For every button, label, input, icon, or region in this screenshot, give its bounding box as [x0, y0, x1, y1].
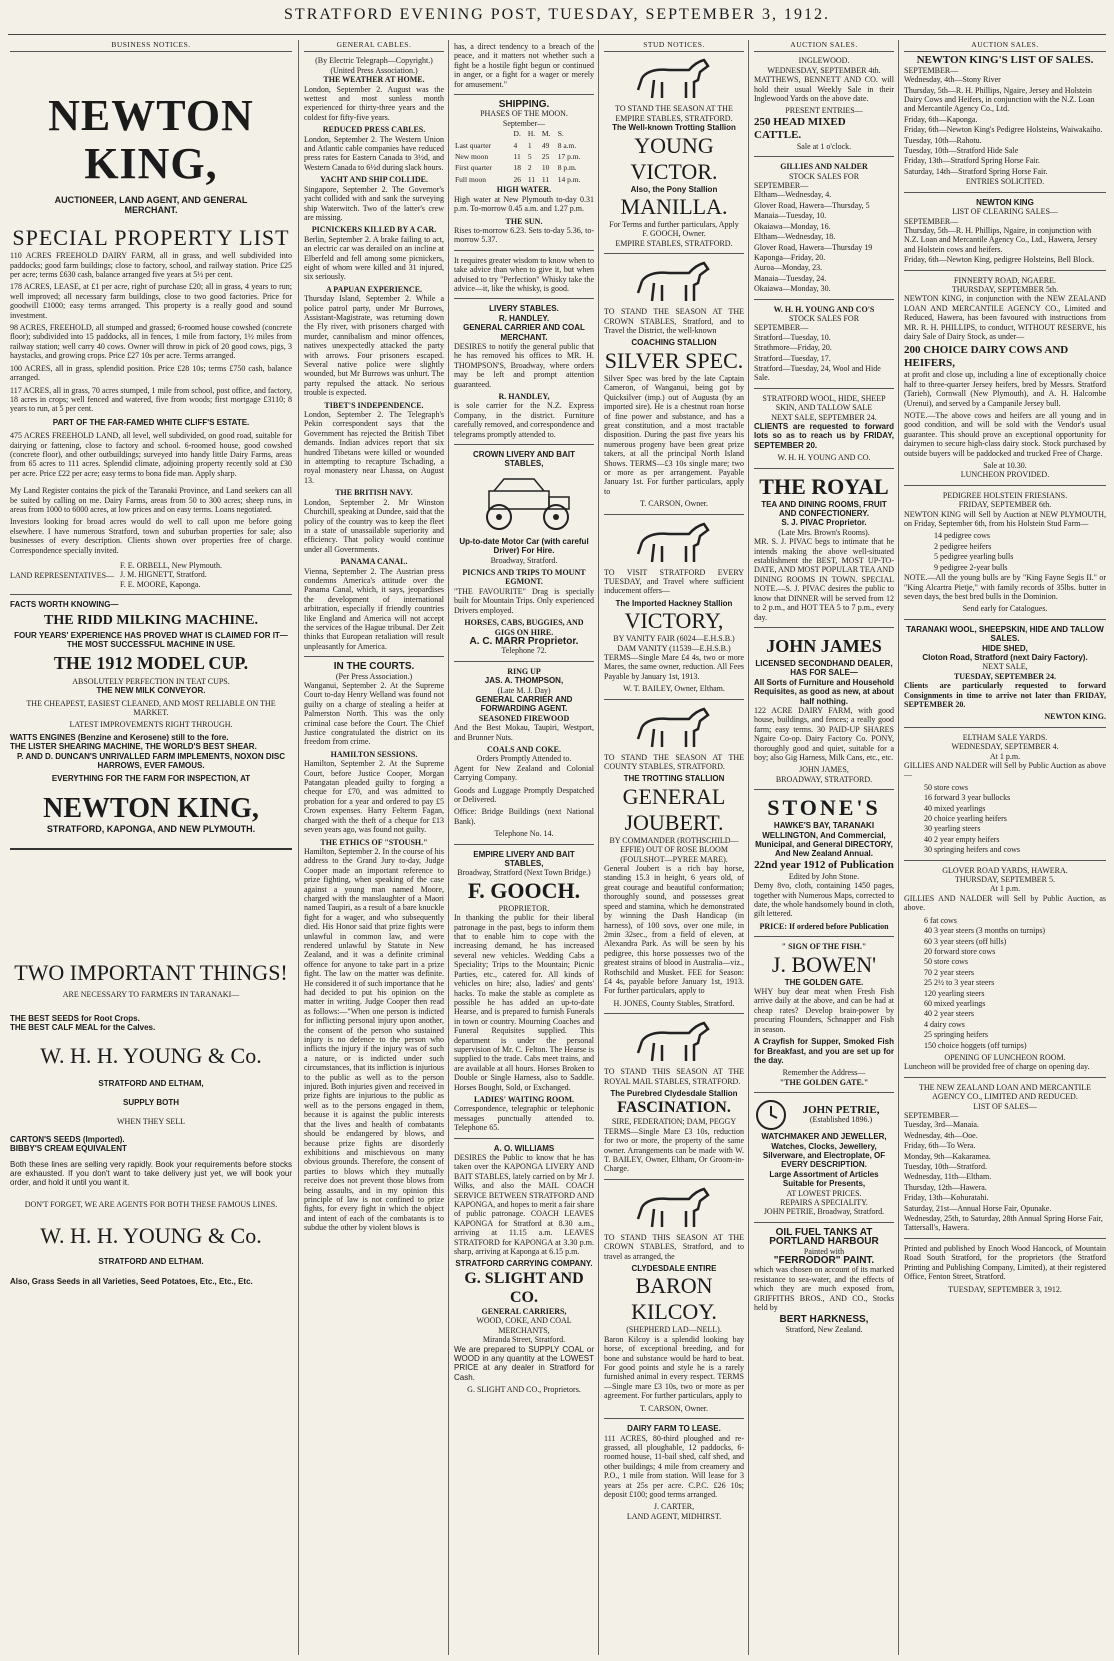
news-headline: TIBET'S INDEPENDENCE. — [324, 400, 424, 410]
list-item: 70 2 year steers — [924, 967, 974, 977]
column-divider — [448, 40, 449, 1655]
property-list-title: SPECIAL PROPERTY LIST — [12, 225, 290, 251]
towns-line: STRATFORD, KAPONGA, AND NEW PLYMOUTH. — [46, 823, 256, 834]
column-business-notices — [10, 40, 292, 1655]
column-auction-sales-2: AUCTION SALES. NEWTON KING'S LIST OF SALES. SEPTEMBER— Wednesday, 4th—Stony River Thursday, 5th—R. H. Phillips, Ngaire, Jersey and Holstein Dairy Cows and Heifers, in conjunction with the N.Z. Loan and Mercantile Agency Co., Ltd. Friday, 6th—Kaponga. Friday, 6th—Newton King's Pedigree Holsteins, Waiwakaiho. Tuesday, 10th—Rahotu. Tuesday, 10th—Stratford Hide Sale Friday, 13th—Stratford Spring Horse Fair. Saturday, 14th—Stratford Spring Horse Fair. ENTRIES SOLICITED. NEWTON KING LIST OF CLEARING SALES— SEPTEMBER— Thursday, 5th—R. H. Phillips, Ngaire, in conjunction with N.Z. Loan and Mercantile Agency Co., Ltd., Hawera, Jersey and Holstein cows and heifers. Friday, 6th—Newton King, pedigree Holsteins, Bell Block. FINNERTY ROAD, NGAERE. THURSDAY, SEPTEMBER 5th. NEWTON KING, in conjunction with the NEW ZEALAND LOAN AND MERCANTILE AGENCY CO., Limited and Reduced, Hawera, has been favoured with instructions from MR. R. H. PHILLIPS, to conduct, WITHOUT RESERVE, his dairy Sale of Dairy Stock, as under— 200 CHOICE DAIRY COWS AND HEIFERS, at profit and close up, including a line of exceptionally choice half to three-quarter Jersey heifers, bred by Messrs. Stratford (Tarieh), Cornwall (New Plymouth), and A. H. Halcombe (Urenui), and served by a Campanile Jersey bull. NOTE.—The above cows and heifers are all young and in good condition, and will be sold with the Vendor's usual guarantee. This should prove an exceptional opportunity for dairymen to secure high-class dairy stock. Stock purchased by outside buyers will be paddocked and trucked Free of Charge. Sale at 10.30. LUNCHEON PROVIDED. PEDIGREE HOLSTEIN FRIESIANS. FRIDAY, SEPTEMBER 6th. NEWTON KING will Sell by Auction at NEW PLYMOUTH, on Friday, September 6th, from his Holstein Stud Farm— 14 pedigree cows 2 pedigree heifers 5 pedigree yearling bulls 9 pedigree 2-year bulls NOTE.—All the young bulls are by "King Fayne Segis II." or "King Alcartra Pietje," with family records of 35lbs. butter in seven days, the best bred bulls in the Dominion. Send early for Catalogues. TARANAKI WOOL, SHEEPSKIN, HIDE AND TALLOW SALES. HIDE SHED, Cloton Road, Stratford (next Dairy Factory). NEXT SALE, TUESDAY, SEPTEMBER 24. Clients are particularly requested to forward Consignments in time to arrive not later than FRIDAY, SEPTEMBER 20. NEWTON KING. ELTHAM SALE YARDS. WEDNESDAY, SEPTEMBER 4. At 1 p.m. GILLIES AND NALDER will Sell by Public Auction as above— 50 store cows 16 forward 3 year bullocks 40 mixed yearlings 20 choice yearling heifers 30 yearling steers 40 2 year empty heifers 30 springing heifers and cows GLOVER ROAD YARDS, HAWERA. THURSDAY, SEPTEMBER 5. At 1 p.m. GILLIES AND NALDER will Sell by Public Auction, as above. 6 fat cows 40 3 year steers (3 months on turnips) 60 3 year steers (off hills) 20 forward store cows 50 store cows 70 2 year steers 25 2½ to 3 year steers 120 yearling steers 60 mixed yearlings 40 2 year steers 4 dairy cows 25 springing heifers 150 choice hoggets (off turnips) OPENING OF LUNCHEON ROOM. Luncheon will be provided free of charge on opening day. THE NEW ZEALAND LOAN AND MERCANTILE AGENCY CO., LIMITED AND REDUCED. LIST OF SALES— SEPTEMBER— Tuesday, 3rd—Manaia. Wednesday, 4th—Ooe. Friday, 6th—To Wera. Monday, 9th—Kakaramea. Tuesday, 10th—Stratford. Wednesday, 11th—Eltham. Thursday, 12th—Hawera. Friday, 13th—Kohuratahi. Saturday, 21st—Annual Horse Fair, Opunake. Wednesday, 25th, to Saturday, 28th Annual Spring Horse Fair, Tattersall's, Hawera. Printed and published by Enoch Wood Hancock, of Mountain Road South Stratford, for the proprietors (the Stratford Printing and Publishing Company, Limited), at their registered Office, Fenton Street, Stratford. TUESDAY, SEPTEMBER 3, 1912. — [904, 40, 1106, 1294]
list-item: Tuesday, 10th—Stratford Hide Sale — [904, 146, 1019, 156]
estate-heading: PART OF THE FAR-FAMED WHITE CLIFF'S ESTATE. — [52, 417, 250, 427]
news-headline: THE WEATHER AT HOME. — [323, 75, 425, 85]
list-item: 40 mixed yearlings — [924, 803, 986, 813]
facts-heading: FACTS WORTH KNOWING— — [10, 600, 119, 610]
masthead: STRATFORD EVENING POST, TUESDAY, SEPTEMBER 3, 1912. — [284, 6, 830, 23]
young-heading-2: W. H. H. YOUNG & Co. — [40, 1223, 262, 1249]
list-item: Manaia—Tuesday, 10. — [754, 211, 827, 221]
four-years: FOUR YEARS' EXPERIENCE HAS PROVED WHAT IS CLAIMED FOR IT—THE MOST SUCCESSFUL MACHINE IN USE. — [14, 631, 288, 650]
column-header: STUD NOTICES. — [604, 40, 744, 52]
column-header: AUCTION SALES. — [754, 40, 894, 52]
stratford-eltham: STRATFORD AND ELTHAM, — [98, 1078, 204, 1088]
list-item: Thursday, 5th—R. H. Phillips, Ngaire, in conjunction with N.Z. Loan and Mercantile Agency Co., Ltd., Hawera, Jersey and Holstein cows and heifers. — [904, 225, 1098, 254]
column-auction-sales: AUCTION SALES. INGLEWOOD. WEDNESDAY, SEPTEMBER 4th. MATTHEWS, BENNETT AND CO. will hold their usual Weekly Sale in their Inglewood Yards on the above date. PRESENT ENTRIES— 250 HEAD MIXED CATTLE. Sale at 1 o'clock. GILLIES AND NALDER STOCK SALES FOR SEPTEMBER— Eltham—Wednesday, 4. Glover Road, Hawera—Thursday, 5 Manaia—Tuesday, 10. Okaiawa—Monday, 16. Eltham—Wednesday, 18. Glover Road, Hawera—Thursday 19 Kaponga—Friday, 20. Auroa—Monday, 23. Manaia—Tuesday, 24. Okaiawa—Monday, 30. W. H. H. YOUNG AND CO'S STOCK SALES FOR SEPTEMBER— Stratford—Tuesday, 10. Strathmore—Friday, 20. Stratford—Tuesday, 17. Stratford—Tuesday, 24, Wool and Hide Sale. STRATFORD WOOL, HIDE, SHEEP SKIN, AND TALLOW SALE NEXT SALE, SEPTEMBER 24. CLIENTS are requested to forward lots so as to reach us by FRIDAY, SEPTEMBER 20. W. H. H. YOUNG AND CO. THE ROYAL TEA AND DINING ROOMS, FRUIT AND CONFECTIONERY. S. J. PIVAC Proprietor. (Late Mrs. Brown's Rooms). MR. S. J. PIVAC begs to intimate that he intends making the above well-situated establishment the BEST, MOST UP-TO-DATE, AND MOST POPULAR TEA AND DINING ROOMS IN TOWN. SPECIAL NOTE.—S. J. PIVAC desires the public to know that DINNER will be served from 12 to 2 p.m., and HOT TEA 5 to 7 p.m., every day. JOHN JAMES LICENSED SECONDHAND DEALER, HAS FOR SALE— All Sorts of Furniture and Household Requisites, as good as new, at about half nothing. 122 ACRE DAIRY FARM, with good house, buildings, and fences; a really good farm; easy terms. 30 PAID-UP SHARES Ngaire Co-op. Dairy Factory Co. PONY, thoroughly good and quiet, suitable for a boy; also Gig Harness, Milk Cans, etc., etc. JOHN JAMES, BROADWAY, STRATFORD. STONE'S HAWKE'S BAY, TARANAKI WELLINGTON, And Commercial, Municipal, and General DIRECTORY, And New Zealand Annual. 22nd year 1912 of Publication Edited by John Stone. Demy 8vo, cloth, containing 1450 pages, together with Numerous Maps, corrected to date, the whole handsomely bound in cloth, gilt lettered. PRICE: If ordered before Publication " SIGN OF THE FISH." J. BOWEN' THE GOLDEN GATE. WHY buy dear meat when Fresh Fish arrive daily at the above, and can be had at cheap rates? Develop brain-power by procuring Flounders, Schnapper and Fish in season. A Crayfish for Supper, Smoked Fish for Breakfast, and you are set up for the day. Remember the Address— "THE GOLDEN GATE." JOHN PETRIE, (Established 1896.) WATCHMAKER AND JEWELLER, Watches, Clocks, Jewellery, Silverware, and Electroplate, OF EVERY DESCRIPTION. Large Assortment of Articles Suitable for Presents, AT LOWEST PRICES. REPAIRS A SPECIALITY. JOHN PETRIE, Broadway, Stratford. OIL FUEL TANKS AT PORTLAND HARBOUR Painted with "FERRODOR" PAINT. which was chosen on account of its marked resistance to sea-water, and the effects of which they are much exposed from, GRIFFITHS BROS., AND CO., Stocks held by BERT HARKNESS, Stratford, New Zealand. — [754, 40, 894, 1334]
latest: LATEST IMPROVEMENTS RIGHT THROUGH. — [69, 720, 233, 730]
list-item: Tuesday, 3rd—Manaia. — [904, 1120, 979, 1130]
best-calf-meal: THE BEST CALF MEAL for the Calves. — [10, 1023, 156, 1033]
list-item: Wednesday, 4th—Stony River — [904, 75, 1001, 85]
list-item: 40 2 year empty heifers — [924, 834, 1000, 844]
list-item: 2 pedigree heifers — [934, 541, 992, 551]
trade-line: AUCTIONEER, LAND AGENT, AND GENERAL MERCHANT. — [54, 195, 248, 215]
list-item: Wednesday, 11th—Eltham. — [904, 1172, 992, 1182]
clock-icon — [754, 1098, 788, 1132]
horse-icon — [634, 1185, 714, 1231]
list-item: Eltham—Wednesday, 4. — [754, 190, 832, 200]
horse-icon — [634, 705, 714, 751]
model-cup: THE 1912 MODEL CUP. — [53, 652, 249, 673]
list-item: 6 fat cows — [924, 915, 957, 925]
list-item: Okaiawa—Monday, 30. — [754, 284, 831, 294]
list-item: Saturday, 14th—Stratford Spring Horse Fair. — [904, 166, 1048, 176]
table-row: Last quarter 4 1 49 8 a.m. — [455, 140, 577, 150]
list-item: 30 yearling steers — [924, 824, 981, 834]
news-headline: PICNICKERS KILLED BY A CAR. — [311, 225, 437, 235]
horse-icon — [634, 1019, 714, 1065]
list-item: 16 forward 3 year bullocks — [924, 793, 1011, 803]
property-listing: 100 ACRES, all in grass, splendid position. Price £28 10s; terms £750 cash, balance arranged. — [10, 363, 292, 383]
list-item: Friday, 6th—Kaponga. — [904, 114, 978, 124]
column-divider — [748, 40, 749, 1655]
column-header: GENERAL CABLES. — [304, 40, 444, 52]
list-item: 9 pedigree 2-year bulls — [934, 562, 1008, 572]
cheapest: THE CHEAPEST, EASIEST CLEANED, AND MOST RELIABLE ON THE MARKET. — [26, 698, 276, 718]
list-item: Eltham—Wednesday, 18. — [754, 232, 836, 242]
column-shipping-livery: has, a direct tendency to a breach of the peace, and it matters not whether such a fight be a hostile fight begun or continued in anger, or a fight for a wager or merely for amusement." SHIPPING. PHASES OF THE MOON. September— D. H. M. S. Last quarter 4 1 49 8 a.m. New moon 11 5 25 17 p.m. First quarter 18 2 10 8 p.m. Full moon 26 11 11 14 p.m. HIGH WATER. High water at New Plymouth to-day 0.31 p.m. To-morrow 0.45 a.m. and 1.27 p.m. THE SUN. Rises to-morrow 6.23. Sets to-day 5.36, to-morrow 5.37. It requires greater wisdom to know when to take advice than when to give it, but when advised to try "Perfection" Whisky take the advice—it, like the whisky, is good. LIVERY STABLES. R. HANDLEY. GENERAL CARRIER AND COAL MERCHANT. DESIRES to notify the general public that he has removed his offices to MR. H. THOMPSON'S, Broadway, where orders may be left and prompt attention guaranteed. R. HANDLEY, is sole carrier for the N.Z. Express Company, in the district. Furniture carefully removed, and correspondence and telegrams promptly attended to. CROWN LIVERY AND BAIT STABLES, Up-to-date Motor Car (with careful Driver) For Hire. Broadway, Stratford. PICNICS AND TRIPS TO MOUNT EGMONT. "THE FAVOURITE" Drag is specially built for Mountain Trips. Only experienced Drivers employed. HORSES, CABS, BUGGIES, AND GIGS ON HIRE. A. C. MARR Proprietor. Telephone 72. RING UP JAS. A. THOMPSON, (Late M. J. Day) GENERAL CARRIER AND FORWARDING AGENT. SEASONED FIREWOOD And the Best Mokau, Taupiri, Westport, and Brunner Nuts. COALS AND COKE. Orders Promptly Attended to. Agent for New Zealand and Colonial Carrying Company. Goods and Luggage Promptly Despatched or Delivered. Office: Bridge Buildings (next National Bank). Telephone No. 14. EMPIRE LIVERY AND BAIT STABLES, Broadway, Stratford (Next Town Bridge.) F. GOOCH. PROPRIETOR. In thanking the public for their liberal patronage in the past, begs to inform them that to enable him to cope with the increasing demand, he has increased several new vehicles. Wedding Cabs a Speciality; Trips to the Mountain; Picnic Parties, etc., catered for. All kinds of vehicles on hire; also, ladies' and gents' hacks. To make the stable as complete as possible he has added an up-to-date Hearse, and is prepared to furnish Funerals in town or country. Mourning Coaches and Funeral Requisites supplied. This department is under the personal supervision of Mr. C. Felton. The Hearse is supplied to the trade. Cabs meet trains, and are available at all hours. Horses Broken to Double or Single Harness, also to Saddle. Horses Bought, Sold, or Exchanged. LADIES' WAITING ROOM. Correspondence, telegraphic or telephonic messages punctually attended to. Telephone 65. A. O. WILLIAMS DESIRES the Public to know that he has taken over the KAPONGA LIVERY AND BAIT STABLES, lately carried on by Mr J. Wilks, and also the MAIL COACH SERVICE BETWEEN STRATFORD AND KAPONGA, and hopes to merit a fair share of public patronage. COACH LEAVES KAPONGA for Stratford at 8.30 a.m., arriving at 11.15 a.m. LEAVES STRATFORD for KAPONGA at 3.30 p.m. sharp, arriving at Kaponga at 6.15 p.m. STRATFORD CARRYING COMPANY. G. SLIGHT AND CO. GENERAL CARRIERS, WOOD, COKE, AND COAL MERCHANTS, Miranda Street, Stratford. We are prepared to SUPPLY COAL or WOOD in any quantity at the LOWEST PRICE at any dealer in Stratford for Cash. G. SLIGHT AND CO., Proprietors. — [454, 42, 594, 1395]
list-item: 4 dairy cows — [924, 1019, 965, 1029]
two-things-heading: TWO IMPORTANT THINGS! — [14, 960, 288, 986]
list-item: Friday, 6th—Newton King, pedigree Holsteins, Bell Block. — [904, 255, 1095, 265]
register-notice: My Land Register contains the pick of the Taranaki Province, and Land seekers can all be suited by calling on me. Dairy Farms, areas from 50 to 300 acres; sheep runs, in areas from 1000 to 6000 acres, at low prices and on easy terms. Loans negotiated. — [10, 486, 292, 514]
list-item: Manaia—Tuesday, 24. — [754, 273, 827, 283]
column-header: BUSINESS NOTICES. — [10, 40, 292, 52]
list-item: Tuesday, 10th—Stratford. — [904, 1162, 987, 1172]
best-seeds: THE BEST SEEDS for Root Crops. — [10, 1013, 140, 1023]
milk-conveyor: THE NEW MILK CONVEYOR. — [96, 686, 206, 696]
also-seeds: Also, Grass Seeds in all Varieties, Seed Potatoes, Etc., Etc., Etc. — [10, 1276, 253, 1286]
watts-engines: WATTS ENGINES (Benzine and Kerosene) still to the fore. — [10, 732, 229, 742]
list-item: Monday, 9th—Kakaramea. — [904, 1151, 991, 1161]
news-headline: YACHT AND SHIP COLLIDE. — [319, 175, 429, 185]
list-item: Thursday, 5th—R. H. Phillips, Ngaire, Jersey and Holstein Dairy Cows and Heifers, in conjunction with the N.Z. Loan and Mercantile Agency Co., Ltd. — [904, 85, 1095, 114]
young-heading: W. H. H. YOUNG & Co. — [40, 1042, 262, 1068]
dateline: TUESDAY, SEPTEMBER 3, 1912. — [948, 1284, 1062, 1294]
list-item: Friday, 6th—To Wera. — [904, 1141, 976, 1151]
news-headline: REDUCED PRESS CABLES. — [322, 125, 426, 135]
newton-king-heading-2: NEWTON KING, — [43, 792, 259, 824]
column-general-cables: GENERAL CABLES. (By Electric Telegraph—Copyright.) (United Press Association.) THE WEATHER AT HOME. London, September 2. August was the wettest and most sunless month experienced for thirty-three years and the coldest for fifty-five years. REDUCED PRESS CABLES. London, September 2. The Western Union and Atlantic cable companies have reduced press rates for Eastern Canada to 3½d, and Western Canada to 6½d during slack hours. YACHT AND SHIP COLLIDE. Singapore, September 2. The Governor's yacht collided with and sank the surveying ship Waterwitch. Two of the latter's crew are missing. PICNICKERS KILLED BY A CAR. Berlin, September 2. A brake failing to act, an electric car was derailed on an incline at Elberfeld and fell among some picnickers, eight of whom were killed and 31 injured, six seriously. A PAPUAN EXPERIENCE. Thursday Island, September 2. While a police patrol party, under Mr Burrows, Assistant-Magistrate, was returning down the Fly river, with prisoners charged with murder, cannibalism and minor offences, natives unexpectedly attacked the party with arrows. Four prisoners escaped. Several native police were slightly wounded, but Mr Burrows was unhurt. The party repulsed the attack. No serious trouble is expected. TIBET'S INDEPENDENCE. London, September 2. The Telegraph's Pekin correspondent says that the Government has rejected the British Tibet demands. Indian advices report that six hundred Tibetans were killed or wounded in attempting to recapture Tschading, a royal monastery near Lhassa, on August 13. THE BRITISH NAVY. London, September 2. Mr Winston Churchill, speaking at Dundee, said that the policy of the country was to keep the fleet in a state of unassailable superiority and efficiency. That policy would continue under all Governments. PANAMA CANAL. Vienna, September 2. The Austrian press condemns America's attitude over the Panama Canal, which, it says, jeopardises the development of international arbitration, especially if friendly countries like England and America will not accept the services of the Hague tribunal. Der Zeit thinks that European retaliation will result unpleasantly for America. IN THE COURTS. (Per Press Association.) Wanganui, September 2. At the Supreme Court to-day Henry Welland was found not guilty on a charge of stealing a heifer at Palmerston North. This was the only criminal case before the Court. The Chief Justice congratulated the district on its freedom from crime. HAMILTON SESSIONS. Hamilton, September 2. At the Supreme Court, before Justice Cooper, Morgan Patangatan pleaded guilty to forging a cheque for £70, and was admitted to probation for a year and ordered to pay £5 Crown expenses. Harry Felterm Fagan, charged with the theft of a cheque for £13 seven years ago, was found not guilty. THE ETHICS OF "STOUSH." Hamilton, September 2. In the course of his address to the Grand Jury to-day, Judge Cooper made an important reference to prize fighting, when speaking of the case against a young man named Moore, charged with the manslaughter of a Maori named Taupiri, as a result of a bare knuckle fight for a wager, and who subsequently died. His Honor said that prize fights were unlawful in common law, and were rendered unlawful by Statute in New Zealand, and it was a definite criminal offence for anyone to take part in a prize fight. The law on the matter was definite. He considered it of such importance that he had decided to put his opinion on the matter in writing. Judge Cooper then read as follows:—"When one person is indicted for inflicting personal injury upon another, the consent of the person who sustained injury is no defence to the person who inflicts the injury if the injury was of such a nature, or is indicted under such circumstances, that its infliction is injurious to the public as well as to the person injured. Both injuries given and received in prize fights are injurious to the public as well as to the persons engaged in them, because it is against the public interests that the lives and health of combatants should be endangered by blows, and because prize fights are disorderly exhibitions and mischievous on many obvious grounds. Therefore, the consent of parties to blows which they mutually receive does not prevent those blows from being assaults, and in my opinion this principle of law is not confined to prize fights, for every fight in which the object and intent of each of the combatants is to subdue the other by violent blows is — [304, 40, 444, 1233]
list-item: 40 2 year steers — [924, 1009, 974, 1019]
list-item: 60 3 year steers (off hills) — [924, 936, 1007, 946]
table-row: Full moon 26 11 11 14 p.m. — [455, 174, 581, 184]
motor-car-icon — [464, 473, 584, 533]
list-item: 60 mixed yearlings — [924, 998, 986, 1008]
list-item: Stratford—Tuesday, 17. — [754, 353, 831, 363]
horse-icon — [634, 56, 714, 102]
bibby-cream: BIBBY'S CREAM EQUIVALENT — [10, 1144, 127, 1154]
list-item: 20 choice yearling heifers — [924, 814, 1007, 824]
news-headline: THE ETHICS OF "STOUSH." — [320, 837, 428, 847]
newton-king-heading: NEWTON KING, — [48, 91, 254, 189]
news-headline: THE BRITISH NAVY. — [335, 488, 413, 498]
news-headline: A PAPUAN EXPERIENCE. — [325, 284, 423, 294]
list-item: 25 2½ to 3 year steers — [924, 978, 995, 988]
when-they-sell: WHEN THEY SELL — [117, 1117, 185, 1127]
land-representatives: LAND REPRESENTATIVES— F. E. ORBELL, New Plymouth. J. M. HIGNETT, Stratford. F. E. MOORE, Kaponga. — [10, 561, 223, 589]
property-listing: 117 ACRES, all in grass, 70 acres stumped, 1 mile from school, post office, and factory, 18 acres in crops; well fenced and watered, five from woods; first mortgage £3110; 8 years to run, at 5 per cent. — [10, 385, 292, 414]
column-divider — [598, 40, 599, 1655]
news-headline: HAMILTON SESSIONS. — [330, 749, 418, 759]
horse-icon — [634, 259, 714, 305]
list-item: Glover Road, Hawera—Thursday 19 — [754, 242, 873, 252]
masthead-rule — [8, 34, 1106, 35]
list-item: Stratford—Tuesday, 24, Wool and Hide Sale. — [754, 363, 881, 383]
list-item: 40 3 year steers (3 months on turnips) — [924, 926, 1046, 936]
cartons-seeds: CARTON'S SEEDS (Imported). — [10, 1134, 125, 1144]
investors-notice: Investors looking for broad acres would do well to call upon me before going elsewhere. I have numerous Stratford, town and suburban properties for sale; also businesses of every description. Clients shown over properties free of charge. Correspondence specially invited. — [10, 517, 292, 555]
list-item: 30 springing heifers and cows — [924, 845, 1020, 855]
list-item: 20 forward store cows — [924, 946, 996, 956]
list-item: Friday, 13th—Kohuratahi. — [904, 1193, 989, 1203]
table-row: New moon 11 5 25 17 p.m. — [455, 152, 581, 162]
property-listing: 178 ACRES, LEASE, at £1 per acre, right of purchase £20; all in grass, 4 years to run; well improved; all necessary farm buildings, close to two good factories. Price for goodwill £1000; easy terms arranged. This property is a really good and sound investment. — [10, 282, 292, 320]
news-headline: PANAMA CANAL. — [340, 557, 408, 567]
column-header: AUCTION SALES. — [904, 40, 1106, 52]
list-item: Kaponga—Friday, 20. — [754, 252, 826, 262]
shipping-heading: SHIPPING. — [498, 99, 550, 111]
list-item: 120 yearling steers — [924, 988, 985, 998]
list-item: 5 pedigree yearling bulls — [934, 552, 1014, 562]
everything-farm: EVERYTHING FOR THE FARM FOR INSPECTION, AT — [51, 773, 251, 783]
ridd-machine: THE RIDD MILKING MACHINE. — [44, 612, 258, 628]
list-item: 14 pedigree cows — [934, 531, 990, 541]
horse-icon — [634, 520, 714, 566]
list-item: Wednesday, 25th, to Saturday, 28th Annual Spring Horse Fair, Tattersall's, Hawera. — [904, 1214, 1103, 1233]
stratford-eltham-2: STRATFORD AND ELTHAM. — [98, 1257, 204, 1267]
list-item: 25 springing heifers — [924, 1030, 988, 1040]
list-item: Auroa—Monday, 23. — [754, 263, 823, 273]
property-listing: 110 ACRES FREEHOLD DAIRY FARM, all in grass, and well subdivided into paddocks; good farm buildings; close to factory, school, and railway station. Price £25 per acre; terms £630 cash, balance arranged five years at 5½ per cent. — [10, 251, 292, 280]
supply-both: SUPPLY BOTH — [122, 1097, 179, 1107]
list-item: Glover Road, Hawera—Thursday, 5 — [754, 200, 870, 210]
list-item: 50 store cows — [924, 782, 968, 792]
column-divider — [298, 40, 299, 1655]
stock-sales-list — [754, 190, 894, 293]
list-item: Thursday, 12th—Hawera. — [904, 1182, 987, 1192]
necessary-line: ARE NECESSARY TO FARMERS IN TARANAKI— — [62, 990, 240, 1000]
list-item: Saturday, 21st—Annual Horse Fair, Opunake. — [904, 1203, 1052, 1213]
list-item: Wednesday, 4th—Ooe. — [904, 1130, 978, 1140]
list-item: Friday, 6th—Newton King's Pedigree Holsteins, Waiwakaiho. — [904, 125, 1103, 135]
duncan-implements: P. AND D. DUNCAN'S UNRIVALLED FARM IMPLEMENTS, NOXON DISC HARROWS, EVER FAMOUS. — [17, 751, 285, 771]
column-divider — [898, 40, 899, 1655]
table-row: First quarter 18 2 10 8 p.m. — [455, 163, 577, 173]
dont-forget: DON'T FORGET, WE ARE AGENTS FOR BOTH THESE FAMOUS LINES. — [24, 1199, 278, 1209]
both-lines-notice: Both these lines are selling very rapidly. Book your requirements before stocks are exhausted. If you don't want to take delivery just yet, we will book your order, and hold it until you want it. — [10, 1159, 292, 1188]
property-listing: 98 ACRES, FREEHOLD, all stumped and grassed; 6-roomed house cowshed (concrete floor); subdivided into 15 paddocks, all in fences, 1 mile from factory, 1½ miles from railway station; well carry 40 cows. Owner will throw in pick of 20 good cows, pigs, 3 haystacks, and growing crops. Price £27 10s per acre. Terms arranged. — [10, 323, 292, 361]
moon-table: D. H. M. S. Last quarter 4 1 49 8 a.m. New moon 11 5 25 17 p.m. First quarter 18 2 10 8 p.m. Full moon 26 11 11 14 p.m. — [454, 128, 594, 185]
list-item: 50 store cows — [924, 957, 968, 967]
lister-shearing: THE LISTER SHEARING MACHINE, THE WORLD'S BEST SHEAR. — [10, 742, 257, 752]
list-item: Friday, 13th—Stratford Spring Horse Fair. — [904, 156, 1040, 166]
column-stud-notices: STUD NOTICES. TO STAND THE SEASON AT THE EMPIRE STABLES, STRATFORD. The Well-known Trotting Stallion YOUNG VICTOR. Also, the Pony Stallion MANILLA. For Terms and further particulars, Apply F. GOOCH, Owner. EMPIRE STABLES, STRATFORD. TO STAND THE SEASON AT THE CROWN STABLES, Stratford, and to Travel the District, the well-known COACHING STALLION SILVER SPEC. Silver Spec was bred by the late Captain Cameron, of Wanganui, being got by Quicksilver (imp.) out of Augusta (by an imported sire). He is a chestnut roan horse of fine power and substance, and has a great constitution, and a most tractable disposition. During the past five years his numerous progeny have been great prize takers, at all the principal North Island Shows. TERMS—£3 10s single mare; two or more as per arrangement. Payable January 1st. For further particulars, apply to T. CARSON, Owner. TO VISIT STRATFORD EVERY TUESDAY, and Travel where sufficient inducement offers— The Imported Hackney Stallion VICTORY, BY VANITY FAIR (6024—E.H.S.B.) DAM VANITY (11539—E.H.S.B.) TERMS—Single Mare £4 4s, two or more Mares, the same owner, reduction. All Fees Payable by January 1st, 1913. W. T. BAILEY, Owner, Eltham. TO STAND THE SEASON AT THE COUNTY STABLES, STRATFORD. THE TROTTING STALLION GENERAL JOUBERT. BY COMMANDER (ROTHSCHILD—EFFIE) OUT OF ROSE BLOOM (FOULSHOT—PYREE MARE). General Joubert is a rich bay horse, standing 15.3 in height, 6 years old, of great courage and beautiful conformation; thoroughly sound, and possesses great speed and stamina, which he demonstrated by winning the Dash Handicap (in harness), of 100 sovs, over one mile, in 2min 32sec., from a field of eleven, at Alexandra Park. As will be seen by his pedigree, this horse possesses two of the greatest strains of blood in Australia—viz., Rothschild and Musket. FEE for Season: £4 4s, payable before January 1st, 1913. For further particulars, apply to H. JONES, County Stables, Stratford. TO STAND THIS SEASON AT THE ROYAL MAIL STABLES, STRATFORD. The Purebred Clydesdale Stallion FASCINATION. SIRE, FEDERATION; DAM, PEGGY TERMS—Single Mare £3 10s, reduction for two or more, the property of the same owner. Arrangements can be made with W. T. BAILEY, Owner, Eltham, Or Groom-in-Charge. TO STAND THIS SEASON AT THE CROWN STABLES, Stratford, and to travel as arranged, the CLYDESDALE ENTIRE BARON KILCOY. (SHEPHERD LAD—NELL). Baron Kilcoy is a splendid looking bay horse, of exceptional breeding, and for bone and substance would be hard to beat. For good points and style he is a rarely furnished animal in every respect. TERMS—Single mare £3 10s, two or more as per agreement. For further particulars, apply to T. CARSON, Owner. DAIRY FARM TO LEASE. 111 ACRES, 80-third ploughed and re-grassed, all ploughable, 12 paddocks, 6-roomed house, 11-bail shed, calf shed, and other buildings; 4 mile from creamery and P.O., 1 mile from station. Will lease for 3 years at 25s per acre. C.P.C. £26 10s; deposit £100; good terms arranged. J. CARTER, LAND AGENT, MIDHIRST. — [604, 40, 744, 1521]
list-item: Strathmore—Friday, 20. — [754, 343, 832, 353]
list-item: Tuesday, 10th—Rahotu. — [904, 135, 982, 145]
list-item: Okaiawa—Monday, 16. — [754, 221, 831, 231]
imprint: Printed and published by Enoch Wood Hancock, of Mountain Road South Stratford, for the proprietors (the Stratford Printing and Publishing Company, Limited), at their registered Office, Fenton Street, Stratford. — [904, 1243, 1106, 1282]
list-item: Stratford—Tuesday, 10. — [754, 332, 831, 342]
teat-cups: ABSOLUTELY PERFECTION IN TEAT CUPS. — [72, 676, 230, 686]
news-headline: IN THE COURTS. — [333, 661, 415, 673]
property-listing: 475 ACRES FREEHOLD LAND, all level, well subdivided, on good road, suitable for dairying or fattening, close to factory and school. 6-roomed house, good cowshed (concrete floor), and other outbuildings; surveyed into handy little Dairy Farms, areas from 65 acres to 111 acres. Splendid climate, adjoining property recently sold at £30 per acre. Price £22 per acre; easy terms to bona fide man. Apply sharp. — [10, 431, 292, 478]
list-item: 150 choice hoggets (off turnips) — [924, 1040, 1027, 1050]
